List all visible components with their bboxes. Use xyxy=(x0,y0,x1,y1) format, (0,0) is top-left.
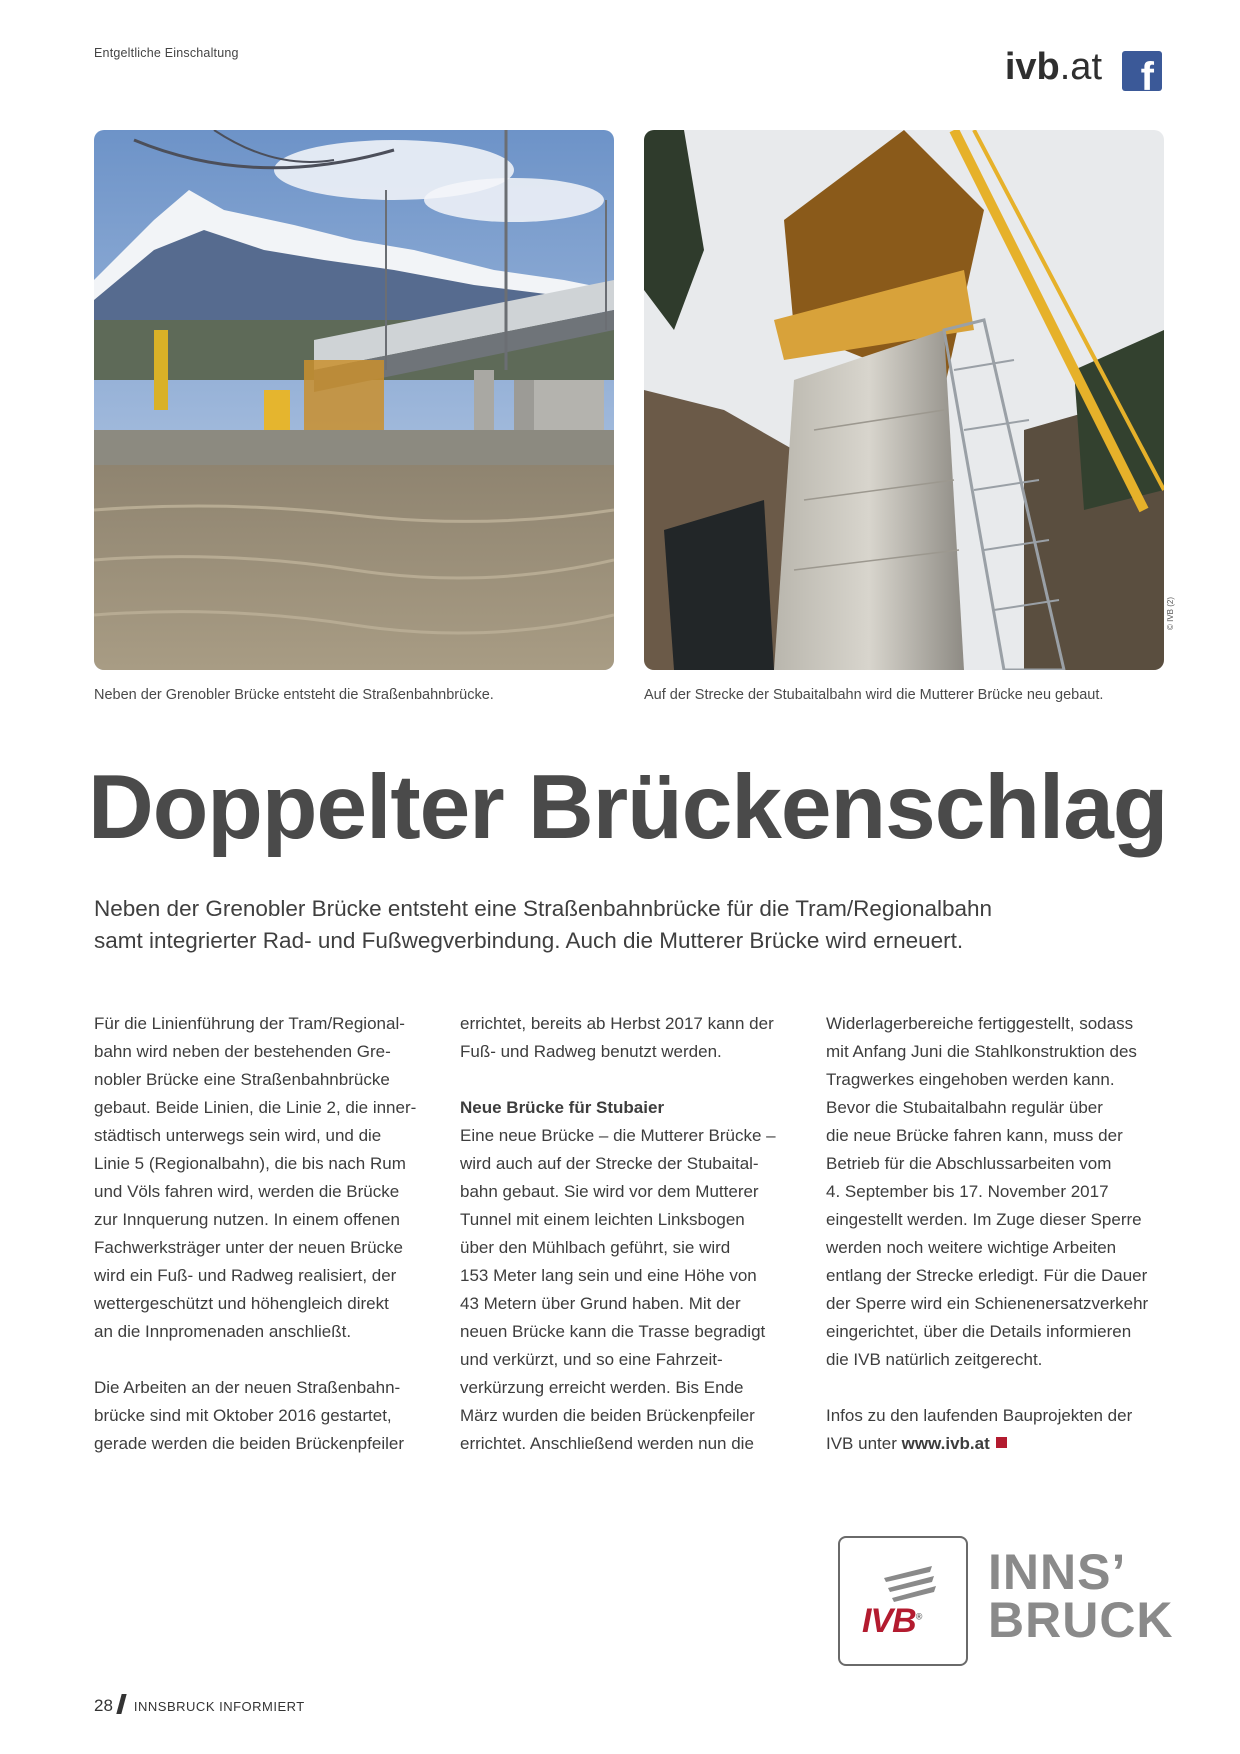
text-line: bahn gebaut. Sie wird vor dem Mutterer xyxy=(460,1182,759,1201)
article-column-1 xyxy=(94,1010,430,1486)
ivb-wordmark: IVB xyxy=(862,1602,916,1640)
text-line: 43 Metern über Grund haben. Mit der xyxy=(460,1294,741,1313)
text-line: Widerlagerbereiche fertiggestellt, sodass xyxy=(826,1014,1134,1033)
brand-domain: .at xyxy=(1059,46,1102,88)
bridge-river-image xyxy=(94,130,614,670)
text-line: Linie 5 (Regionalbahn), die bis nach Rum xyxy=(94,1154,406,1173)
text-line: eingestellt werden. Im Zuge dieser Sperre xyxy=(826,1210,1142,1229)
paragraph xyxy=(826,1010,1162,1374)
text-line: Fachwerksträger unter der neuen Brücke xyxy=(94,1238,403,1257)
advertorial-label: Entgeltliche Einschaltung xyxy=(94,46,239,60)
text-line: der Sperre wird ein Schienenersatzverkehr xyxy=(826,1294,1149,1313)
end-of-article-mark xyxy=(996,1437,1007,1448)
article-column-3 xyxy=(826,1010,1162,1486)
facebook-glyph: f xyxy=(1140,55,1154,91)
text-line: und Völs fahren wird, werden die Brücke xyxy=(94,1182,400,1201)
text-line: mit Anfang Juni die Stahlkonstruktion des xyxy=(826,1042,1137,1061)
text-line: Eine neue Brücke – die Mutterer Brücke – xyxy=(460,1126,776,1145)
innsbruck-logo-line: BRUCK xyxy=(988,1592,1174,1648)
section-subhead: Neue Brücke für Stubaier xyxy=(460,1098,665,1117)
text-line: Bevor die Stubaitalbahn regulär über xyxy=(826,1098,1103,1117)
text-line: entlang der Strecke erledigt. Für die Dauer xyxy=(826,1266,1148,1285)
registered-mark: ® xyxy=(915,1611,922,1622)
paragraph xyxy=(94,1010,430,1346)
paragraph xyxy=(460,1010,796,1066)
text-line: Tragwerkes eingehoben werden kann. xyxy=(826,1070,1115,1089)
brand-url[interactable] xyxy=(1005,48,1102,86)
publication-name: INNSBRUCK INFORMIERT xyxy=(133,1699,305,1714)
article-headline: Doppelter Brückenschlag xyxy=(88,757,1168,858)
text-line: neuen Brücke kann die Trasse begradigt xyxy=(460,1322,766,1341)
text-line: Fuß- und Radweg benutzt werden. xyxy=(460,1042,722,1061)
photo-grenobler-bridge xyxy=(94,130,614,670)
text-line: gerade werden die beiden Brückenpfeiler xyxy=(94,1434,404,1453)
page-footer xyxy=(94,1694,305,1716)
text-line: die IVB natürlich zeitgerecht. xyxy=(826,1350,1043,1369)
text-line: eingerichtet, über die Details informieren xyxy=(826,1322,1132,1341)
text-line: an die Innpromenaden anschließt. xyxy=(94,1322,352,1341)
lead-line: samt integrierter Rad- und Fußwegverbindung. Auch die Mutterer Brücke wird erneuert. xyxy=(94,928,964,953)
paragraph xyxy=(460,1094,796,1458)
text-line: nobler Brücke eine Straßenbahnbrücke xyxy=(94,1070,390,1089)
text-line: März wurden die beiden Brückenpfeiler xyxy=(460,1406,755,1425)
text-fragment: IVB unter xyxy=(826,1434,902,1453)
text-line: wird auch auf der Strecke der Stubaital- xyxy=(460,1154,759,1173)
article-column-2 xyxy=(460,1010,796,1486)
brand-bold: ivb xyxy=(1004,46,1060,88)
lead-line: Neben der Grenobler Brücke entsteht eine Straßenbahnbrücke für die Tram/Regionalbahn xyxy=(94,896,993,921)
page-number: 28 xyxy=(94,1696,113,1715)
innsbruck-logo-line: INNS’ xyxy=(988,1544,1127,1600)
text-line: verkürzung erreicht werden. Bis Ende xyxy=(460,1378,744,1397)
text-line: bahn wird neben der bestehenden Gre- xyxy=(94,1042,391,1061)
text-line: brücke sind mit Oktober 2016 gestartet, xyxy=(94,1406,392,1425)
text-line: errichtet. Anschließend werden nun die xyxy=(460,1434,754,1453)
text-line: zur Innquerung nutzen. In einem offenen xyxy=(94,1210,400,1229)
innsbruck-logo xyxy=(988,1544,1174,1648)
bridge-pier-image xyxy=(644,130,1164,670)
text-line: 153 Meter lang sein und eine Höhe von xyxy=(460,1266,757,1285)
text-line: werden noch weitere wichtige Arbeiten xyxy=(826,1238,1117,1257)
text-line: Betrieb für die Abschlussarbeiten vom xyxy=(826,1154,1112,1173)
ivb-website-link[interactable]: www.ivb.at xyxy=(901,1434,990,1453)
text-line: über den Mühlbach geführt, sie wird xyxy=(460,1238,731,1257)
caption-left: Neben der Grenobler Brücke entsteht die Straßenbahnbrücke. xyxy=(94,687,494,703)
text-line: Infos zu den laufenden Bauprojekten der xyxy=(826,1406,1133,1425)
text-line: und verkürzt, und so eine Fahrzeit- xyxy=(460,1350,723,1369)
text-line xyxy=(826,1434,1007,1453)
text-line: städtisch unterwegs sein wird, und die xyxy=(94,1126,382,1145)
article-lead xyxy=(94,893,1174,957)
footer-divider xyxy=(116,1694,126,1714)
text-line: die neue Brücke fahren kann, muss der xyxy=(826,1126,1123,1145)
text-line: Für die Linienführung der Tram/Regional- xyxy=(94,1014,405,1033)
text-line: gebaut. Beide Linien, die Linie 2, die inner- xyxy=(94,1098,417,1117)
paragraph xyxy=(826,1402,1162,1458)
text-line: Tunnel mit einem leichten Linksbogen xyxy=(460,1210,745,1229)
text-line: wird ein Fuß- und Radweg realisiert, der xyxy=(94,1266,397,1285)
ivb-logo-text xyxy=(862,1602,921,1641)
ivb-logo xyxy=(838,1536,968,1666)
text-line: wettergeschützt und höhengleich direkt xyxy=(94,1294,389,1313)
text-line: Die Arbeiten an der neuen Straßenbahn- xyxy=(94,1378,401,1397)
facebook-icon[interactable] xyxy=(1122,51,1162,91)
text-line: 4. September bis 17. November 2017 xyxy=(826,1182,1109,1201)
text-line: errichtet, bereits ab Herbst 2017 kann der xyxy=(460,1014,774,1033)
photo-mutterer-bridge xyxy=(644,130,1164,670)
photo-credit: © IVB (2) xyxy=(1166,596,1175,630)
paragraph xyxy=(94,1374,430,1458)
caption-right: Auf der Strecke der Stubaitalbahn wird die Mutterer Brücke neu gebaut. xyxy=(644,687,1104,703)
